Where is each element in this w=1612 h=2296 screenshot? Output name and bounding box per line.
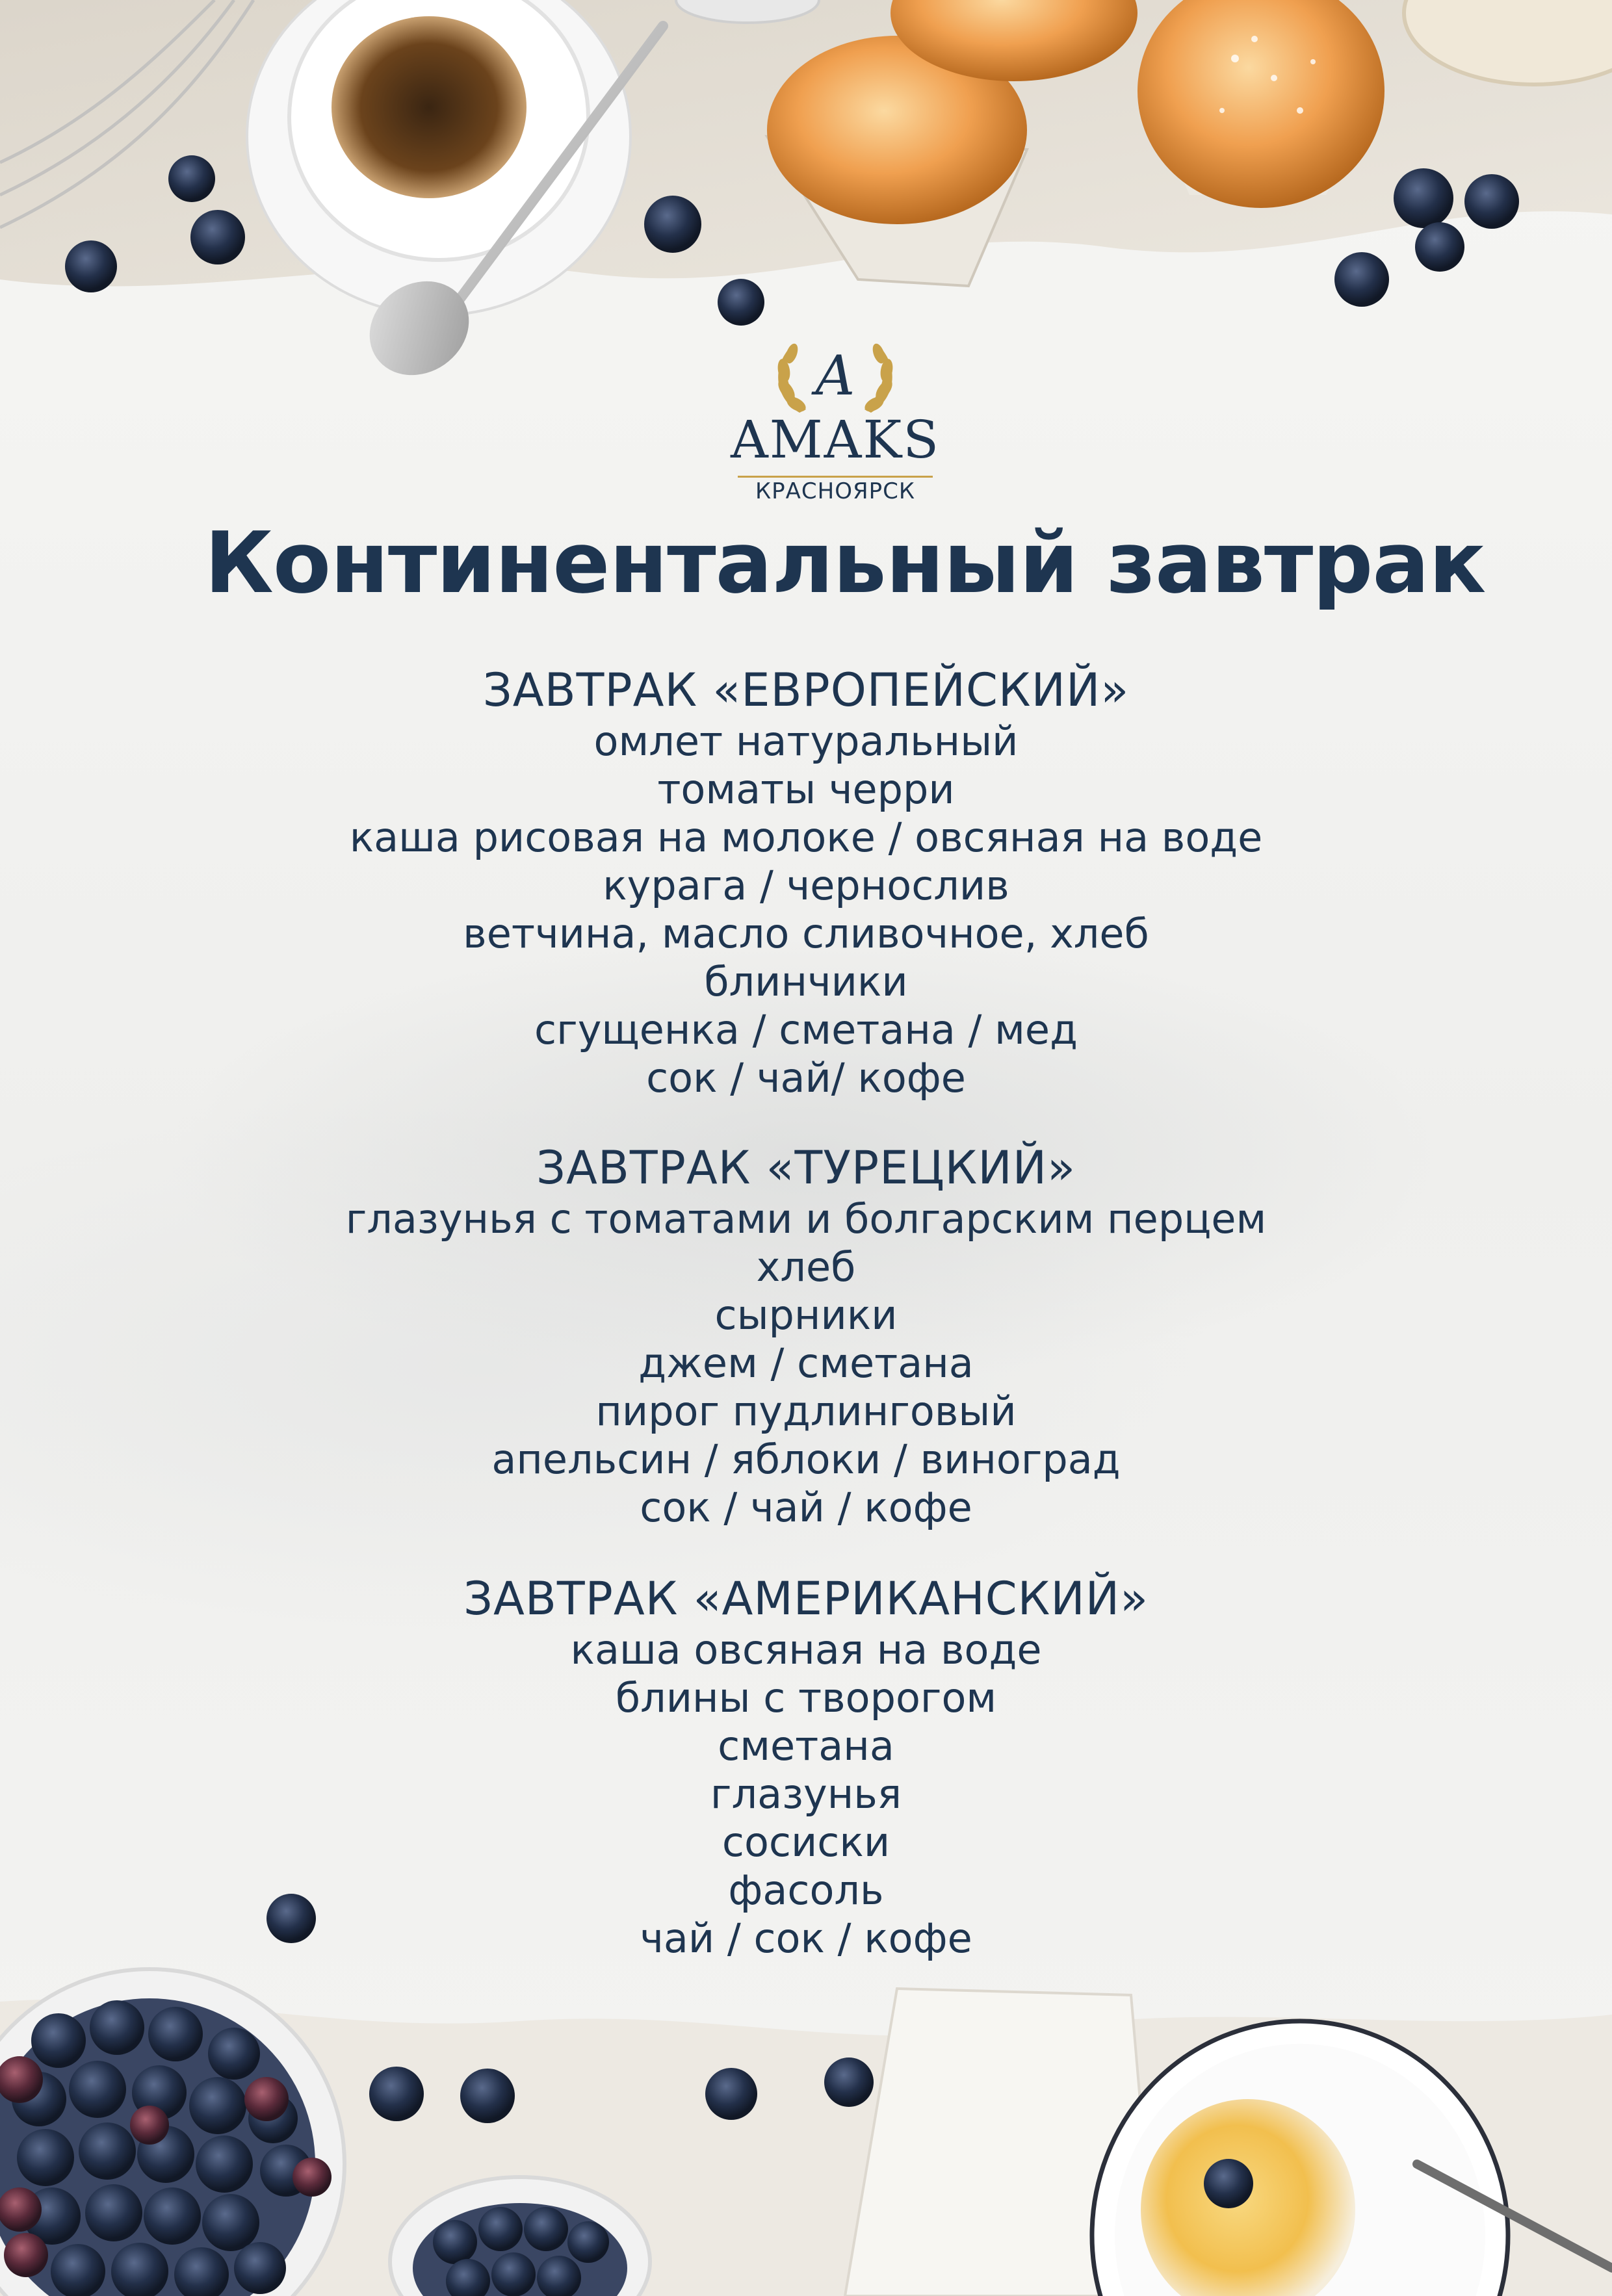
logo-city: КРАСНОЯРСК	[755, 478, 915, 504]
hotel-logo	[722, 331, 949, 504]
section-title: ЗАВТРАК «ТУРЕЦКИЙ»	[536, 1141, 1076, 1194]
logo-monogram: A	[815, 344, 855, 407]
section-title: ЗАВТРАК «АМЕРИКАНСКИЙ»	[463, 1572, 1149, 1625]
page-title: Континентальный завтрак	[204, 513, 1486, 612]
menu-item: томаты черри	[657, 766, 955, 813]
menu-item: чай / сок / кофе	[640, 1915, 972, 1962]
menu-item: апельсин / яблоки / виноград	[491, 1436, 1121, 1483]
menu-item: блинчики	[704, 958, 908, 1005]
menu-section-american	[156, 1571, 1456, 1963]
menu-item: каша овсяная на воде	[570, 1626, 1042, 1673]
menu-item: сгущенка / сметана / мед	[534, 1006, 1078, 1053]
menu-item: сырники	[714, 1291, 898, 1339]
menu-item: глазунья	[710, 1770, 902, 1818]
menu-item: каша рисовая на молоке / овсяная на воде	[349, 814, 1263, 861]
section-title: ЗАВТРАК «ЕВРОПЕЙСКИЙ»	[482, 664, 1130, 717]
logo-name: AMAKS	[730, 409, 941, 470]
menu-item: джем / сметана	[638, 1339, 974, 1387]
menu-item: пирог пудлинговый	[595, 1387, 1017, 1435]
menu-item: фасоль	[728, 1866, 884, 1914]
menu-section-turkish	[156, 1141, 1456, 1532]
logo-divider	[738, 476, 933, 478]
menu-item: хлеб	[756, 1243, 856, 1291]
menu-item: сосиски	[722, 1818, 890, 1866]
menu-section-european	[156, 663, 1456, 1102]
menu-item: ветчина, масло сливочное, хлеб	[463, 910, 1149, 957]
menu-item: глазунья с томатами и болгарским перцем	[345, 1195, 1267, 1243]
menu-item: курага / чернослив	[603, 862, 1009, 909]
menu-item: блины с творогом	[615, 1674, 997, 1722]
menu-item: сметана	[718, 1722, 894, 1770]
menu-item: омлет натуральный	[593, 717, 1019, 765]
menu-item: сок / чай/ кофе	[646, 1054, 966, 1102]
menu-item: сок / чай / кофе	[640, 1484, 972, 1531]
